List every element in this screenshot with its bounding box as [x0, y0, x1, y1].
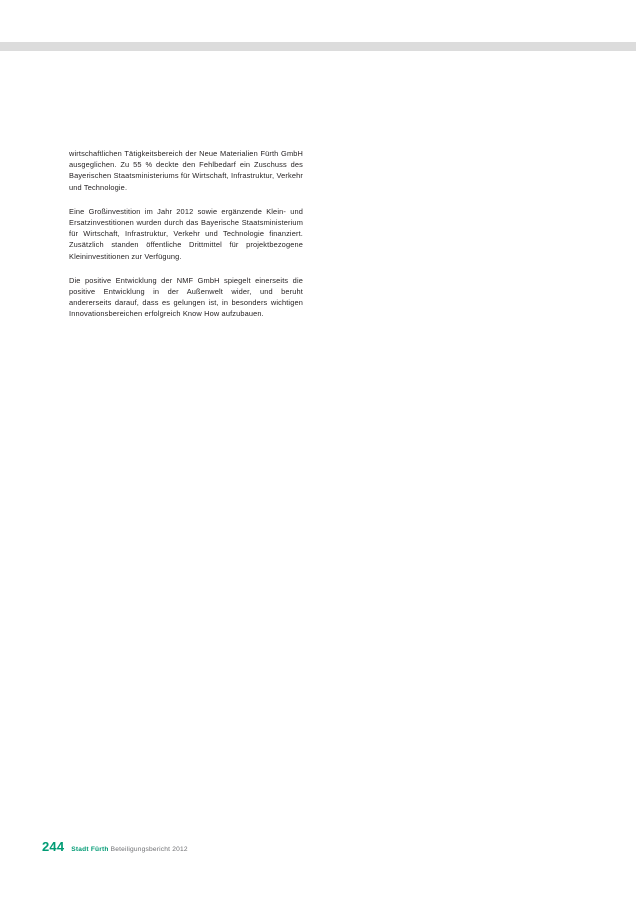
- header-rule: [0, 42, 636, 51]
- paragraph-3: Die positive Entwicklung der NMF GmbH spiegelt einerseits die positive Entwicklung in der Außenwelt wider, und beruht andererseits darauf, dass es gelungen ist, in besonders wichtigen Innovationsbereichen erfolgreich Know How aufzubauen.: [69, 275, 303, 319]
- paragraph-2: Eine Großinvestition im Jahr 2012 sowie ergänzende Klein- und Ersatzinvestitionen wurden durch das Bayerische Staatsministerium für Wirtschaft, Infrastruktur, Verkehr und Technologie finanziert. Zusätzlich standen öffentliche Drittmittel für projektbezogene Kleininvestitionen zur Verfügung.: [69, 206, 303, 261]
- footer-title: Stadt Fürth: [71, 846, 109, 853]
- page-footer: [42, 839, 188, 854]
- footer-subtitle: Beteiligungsbericht 2012: [110, 846, 188, 853]
- paragraph-1: wirtschaftlichen Tätigkeitsbereich der Neue Materialien Fürth GmbH ausgeglichen. Zu 55 % deckte den Fehlbedarf ein Zuschuss des Bayerischen Staatsministeriums für Wirtschaft, Infrastruktur, Verkehr und Technologie.: [69, 149, 303, 192]
- page-number: 244: [42, 839, 65, 854]
- body-text-column: [69, 148, 303, 320]
